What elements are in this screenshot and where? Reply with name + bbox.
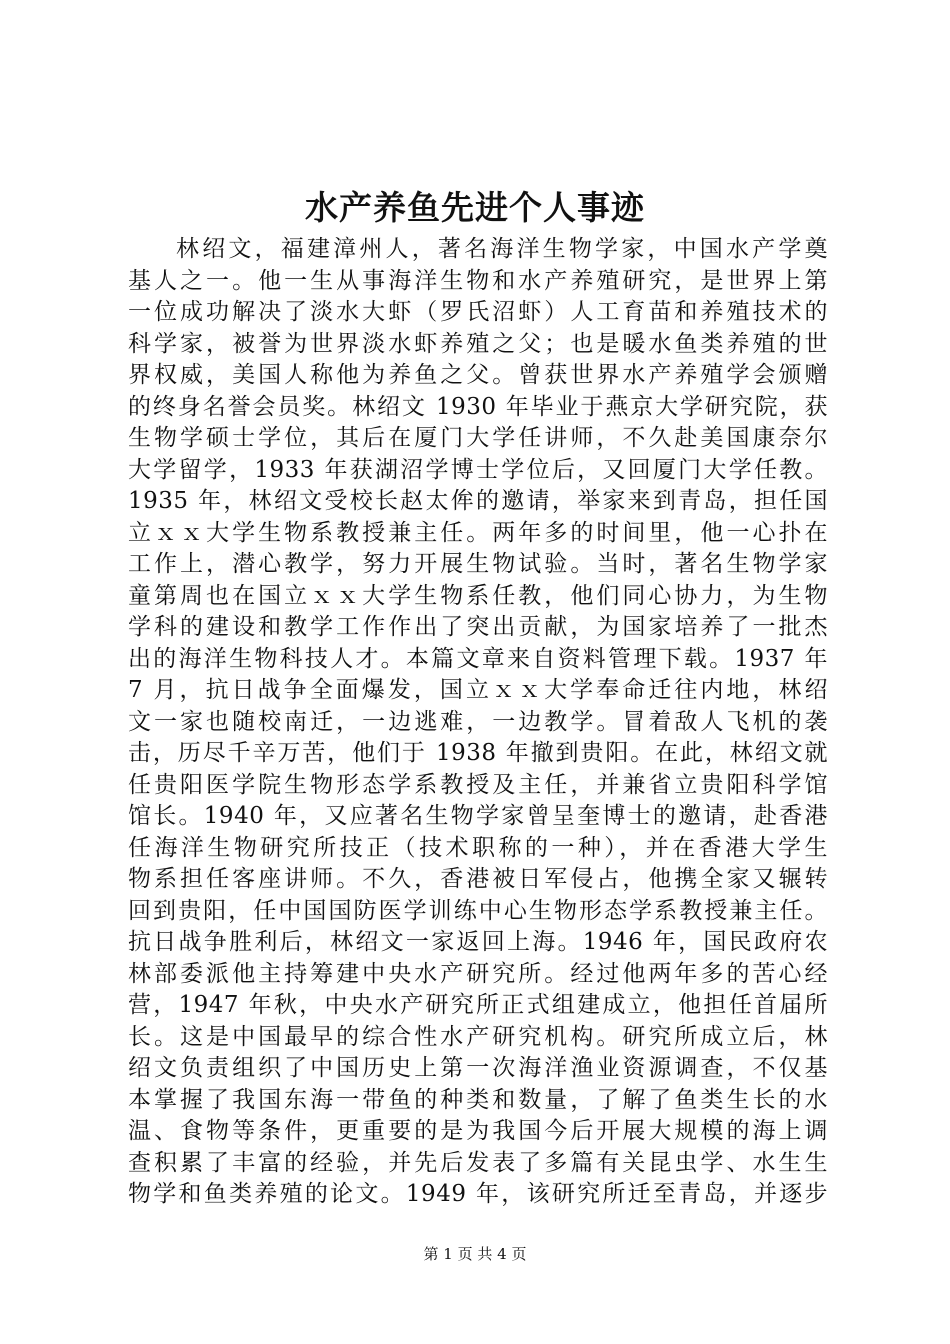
body-line: 物系担任客座讲师。不久，香港被日军侵占，他携全家又辗转 [128, 866, 828, 892]
body-line: 生物学硕士学位，其后在厦门大学任讲师，不久赴美国康奈尔 [128, 425, 828, 451]
body-line: 基人之一。他一生从事海洋生物和水产养殖研究，是世界上第 [128, 267, 828, 294]
body-line: 立ｘｘ大学生物系教授兼主任。两年多的时间里，他一心扑在 [128, 519, 828, 546]
body-line: 大学留学，1933 年获湖沼学博士学位后，又回厦门大学任教。 [128, 456, 828, 483]
body-line: 回到贵阳，任中国国防医学训练中心生物形态学系教授兼主任。 [128, 897, 828, 924]
body-line: 的终身名誉会员奖。林绍文 1930 年毕业于燕京大学研究院，获 [128, 393, 828, 420]
body-line: 营，1947 年秋，中央水产研究所正式组建成立，他担任首届所 [128, 992, 828, 1018]
body-line: 物学和鱼类养殖的论文。1949 年，该研究所迁至青岛，并逐步 [128, 1181, 828, 1207]
body-line: 查积累了丰富的经验，并先后发表了多篇有关昆虫学、水生生 [128, 1149, 828, 1176]
body-line: 长。这是中国最早的综合性水产研究机构。研究所成立后，林 [128, 1023, 828, 1050]
body-line: 7 月，抗日战争全面爆发，国立ｘｘ大学奉命迁往内地，林绍 [128, 677, 828, 703]
body-line: 本掌握了我国东海一带鱼的种类和数量，了解了鱼类生长的水 [128, 1086, 828, 1113]
body-line: 馆长。1940 年，又应著名生物学家曾呈奎博士的邀请，赴香港 [128, 803, 828, 829]
body-line: 文一家也随校南迁，一边逃难，一边教学。冒着敌人飞机的袭 [128, 708, 828, 735]
body-line: 一位成功解决了淡水大虾（罗氏沼虾）人工育苗和养殖技术的 [128, 299, 828, 325]
body-line: 学科的建设和教学工作作出了突出贡献，为国家培养了一批杰 [128, 614, 828, 640]
body-line: 任海洋生物研究所技正（技术职称的一种），并在香港大学生 [128, 834, 828, 861]
body-line: 任贵阳医学院生物形态学系教授及主任，并兼省立贵阳科学馆 [128, 771, 828, 798]
body-line: 界权威，美国人称他为养鱼之父。曾获世界水产养殖学会颁赠 [128, 362, 828, 388]
body-line: 工作上，潜心教学，努力开展生物试验。当时，著名生物学家 [128, 551, 828, 577]
body-line: 抗日战争胜利后，林绍文一家返回上海。1946 年，国民政府农 [128, 929, 828, 955]
document-title: 水产养鱼先进个人事迹 [305, 188, 645, 227]
body-line: 1935 年，林绍文受校长赵太侔的邀请，举家来到青岛，担任国 [128, 488, 828, 514]
body-line: 出的海洋生物科技人才。本篇文章来自资料管理下载。1937 年 [128, 645, 828, 672]
body-line: 林部委派他主持筹建中央水产研究所。经过他两年多的苦心经 [128, 960, 828, 987]
body-line: 温、食物等条件，更重要的是为我国今后开展大规模的海上调 [128, 1118, 828, 1144]
body-line: 童第周也在国立ｘｘ大学生物系任教，他们同心协力，为生物 [128, 582, 828, 609]
body-line: 林绍文，福建漳州人，著名海洋生物学家，中国水产学奠 [176, 236, 828, 262]
body-line: 绍文负责组织了中国历史上第一次海洋渔业资源调查，不仅基 [128, 1055, 828, 1081]
document-body [128, 234, 828, 1211]
body-line: 科学家，被誉为世界淡水虾养殖之父；也是暖水鱼类养殖的世 [128, 330, 828, 357]
page-footer: 第 1 页 共 4 页 [423, 1245, 527, 1263]
body-line: 击，历尽千辛万苦，他们于 1938 年撤到贵阳。在此，林绍文就 [128, 740, 828, 766]
